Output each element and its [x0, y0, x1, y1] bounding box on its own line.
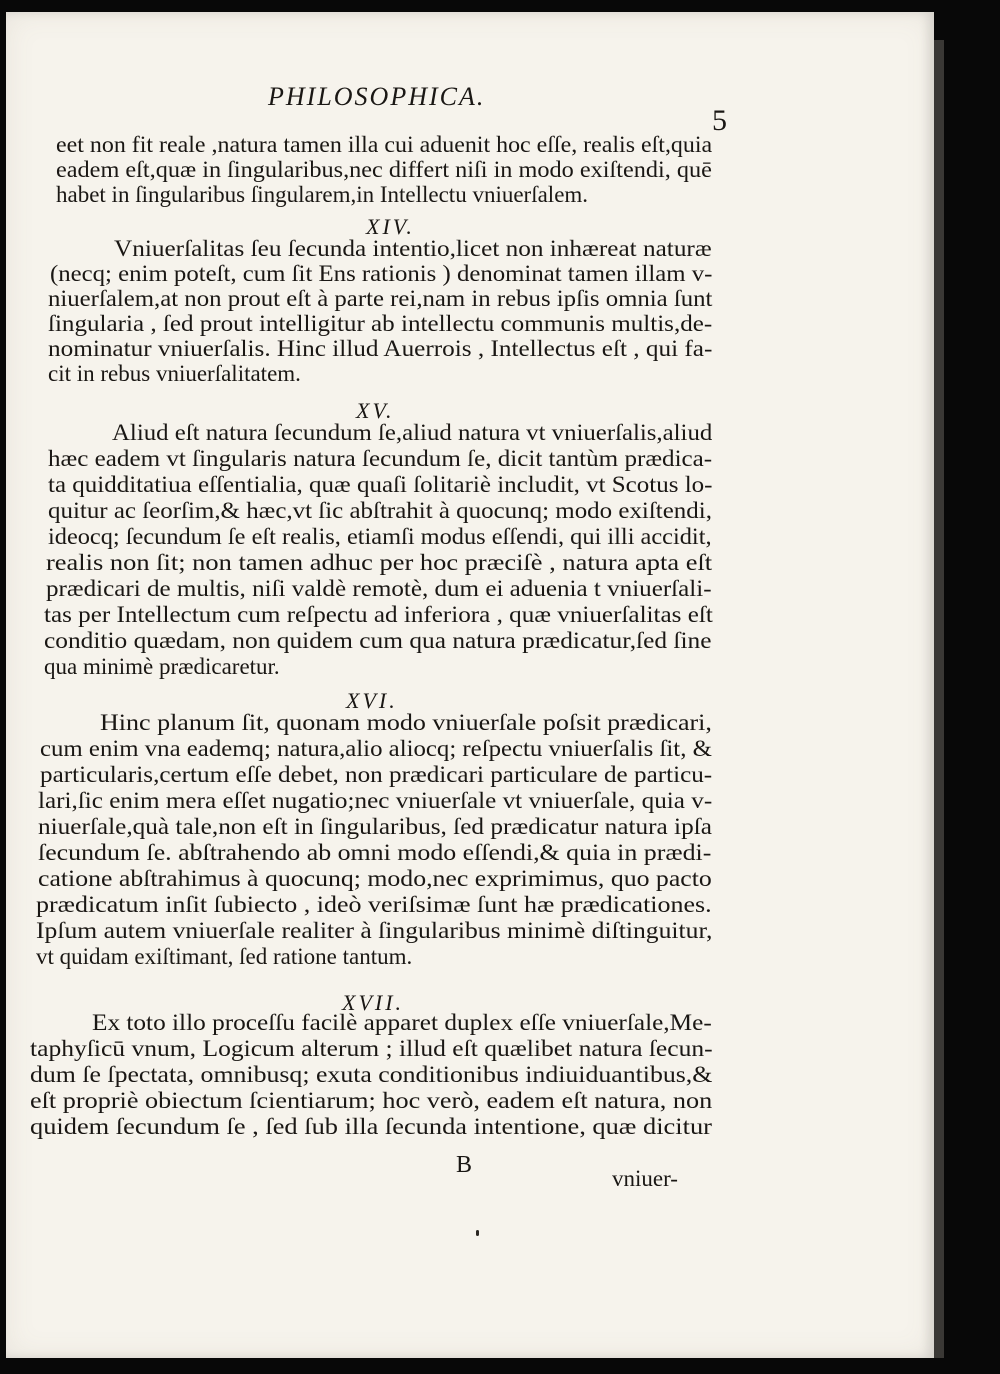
text-line: dum ſe ſpectata, omnibusq; exuta conditionibus indiuiduantibus,& [30, 1062, 713, 1087]
ink-speck [476, 1230, 479, 1236]
text-line: vt quidam exiſtimant, ſed ratione tantum. [36, 944, 413, 969]
text-line: quidem ſecundum ſe , ſed ſub illa ſecunda intentione, quæ dicitur [30, 1114, 712, 1139]
text-line: quitur ac ſeorſim,& hæc,vt ſic abſtrahit à quocunq; modo exiſtendi, [48, 498, 712, 523]
text-line: catione abſtrahimus à quocunq; modo,nec exprimimus, quo pacto [38, 866, 712, 891]
text-line: ſecundum ſe. abſtrahendo ab omni modo eſſendi,& quia in prædi- [38, 840, 712, 865]
text-line: realis non ſit; non tamen adhuc per hoc præciſè , natura apta eſt [46, 550, 713, 575]
text-line: Vniuerſalitas ſeu ſecunda intentio,licet non inhæreat naturæ [114, 236, 712, 261]
text-line: prædicatum inſit ſubiecto , ideò veriſsimæ ſunt hæ prædicationes. [36, 892, 712, 917]
section-heading: XV. [356, 398, 395, 423]
text-line: nominatur vniuerſalis. Hinc illud Auerrois , Intellectus eſt , qui fa- [48, 336, 713, 361]
text-line: tas per Intellectum cum reſpectu ad inferiora , quæ vniuerſalitas eſt [44, 602, 713, 627]
text-line: habet in ſingularibus ſingularem,in Intellectu vniuerſalem. [56, 182, 589, 207]
signature-mark: B [456, 1152, 473, 1178]
running-head: PHILOSOPHICA. [268, 82, 486, 111]
text-line: cum enim vna eademq; natura,alio aliocq; reſpectu vniuerſalis ſit, & [40, 736, 712, 761]
text-line: Ex toto illo proceſſu facilè apparet duplex eſſe vniuerſale,Me- [92, 1010, 712, 1035]
section-heading: XIV. [366, 214, 415, 239]
text-line: taphyſicū vnum, Logicum alterum ; illud eſt quælibet natura ſecun- [30, 1036, 713, 1061]
text-line: eadem eſt,quæ in ſingularibus,nec differt niſi in modo exiſtendi, quē [56, 157, 712, 182]
section-heading: XVII. [342, 990, 405, 1015]
page-number: 5 [712, 104, 727, 137]
text-line: ta quidditatiua eſſentialia, quæ quaſi ſolitariè includit, vt Scotus lo- [48, 472, 713, 497]
text-line: conditio quædam, non quidem cum qua natura prædicatur,ſed ſine [44, 628, 712, 653]
text-line: cit in rebus vniuerſalitatem. [48, 361, 301, 386]
text-line: ſingularia , ſed prout intelligitur ab intellectu communis multis,de- [48, 311, 713, 336]
text-line: particularis,certum eſſe debet, non prædicari particulare de particu- [40, 762, 713, 787]
text-line: ideocq; ſecundum ſe eſt realis, etiamſi modus eſſendi, qui illi accidit, [48, 524, 712, 549]
text-line: niuerſalem,at non prout eſt à parte rei,nam in rebus ipſis omnia ſunt [48, 286, 713, 311]
text-line: niuerſale,quà tale,non eſt in ſingularibus, ſed prædicatur natura ipſa [38, 814, 712, 839]
text-line: prædicari de multis, niſi valdè remotè, dum ei aduenia t vniuerſali- [46, 576, 712, 601]
text-line: Hinc planum ſit, quonam modo vniuerſale poſsit prædicari, [100, 710, 712, 735]
text-line: Aliud eſt natura ſecundum ſe,aliud natura vt vniuerſalis,aliud [112, 420, 713, 445]
text-line: eet non fit reale ,natura tamen illa cui aduenit hoc eſſe, realis eſt,quia [56, 132, 713, 157]
text-line: qua minimè prædicaretur. [44, 654, 280, 679]
text-line: hæc eadem vt ſingularis natura ſecundum ſe, dicit tantùm prædica- [48, 446, 713, 471]
text-line: eſt propriè obiectum ſcientiarum; hoc verò, eadem eſt natura, non [30, 1088, 713, 1113]
text-line: (necq; enim poteſt, cum ſit Ens rationis ) denominat tamen illam v- [50, 261, 713, 286]
section-heading: XVI. [346, 688, 398, 713]
catchword: vniuer- [612, 1166, 678, 1191]
page-edge-shadow [934, 40, 944, 1358]
text-line: Ipſum autem vniuerſale realiter à ſingularibus minimè diſtinguitur, [36, 918, 713, 943]
text-line: lari,ſic enim mera eſſet nugatio;nec vniuerſale vt vniuerſale, quia v- [38, 788, 713, 813]
